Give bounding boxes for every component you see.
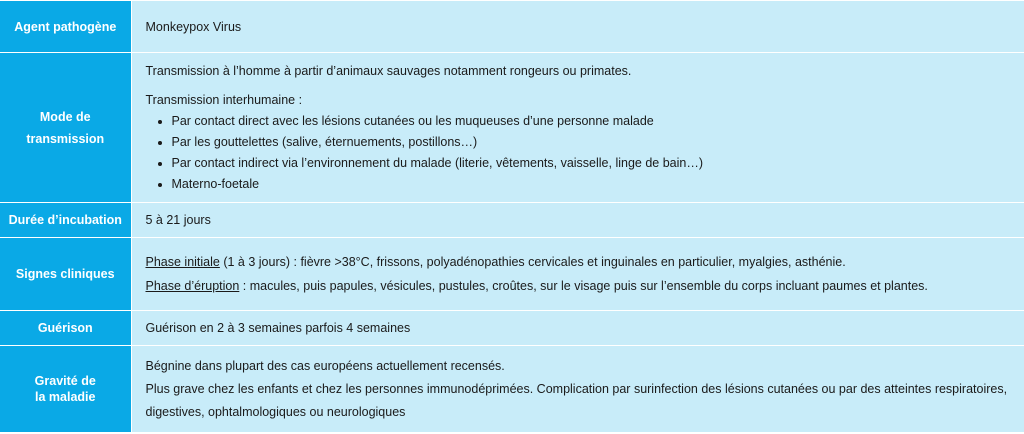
value-agent: Monkeypox Virus [131,1,1024,53]
gravite-line3: digestives, ophtalmologiques ou neurologiques [145,404,406,419]
label-mode-line1: Mode de [39,109,91,124]
phase1-title: Phase initiale [145,254,220,269]
mode-bullet-list [146,111,1024,195]
gravite-line2: Plus grave chez les enfants et chez les personnes immunodéprimées. Complication par surinfection des lésions cutanées ou par des atteintes respiratoires, [145,381,1008,396]
label-mode [0,53,131,203]
row-agent [0,1,1024,53]
signes-phase1 [146,252,1024,273]
value-guerison: Guérison en 2 à 3 semaines parfois 4 semaines [131,311,1024,346]
value-signes [131,238,1024,311]
mode-intro: Transmission à l’homme à partir d’animaux sauvages notamment rongeurs ou primates. [145,63,632,78]
label-agent: Agent pathogène [0,1,131,53]
mode-human-title: Transmission interhumaine : [145,92,303,107]
mode-bullet: • Par contact indirect via l’environnement du malade (literie, vêtements, vaisselle, linge de bain…) [172,153,1024,174]
value-incubation: 5 à 21 jours [131,203,1024,238]
mode-bullet: • Par contact direct avec les lésions cutanées ou les muqueuses d’une personne malade [172,111,1024,132]
phase2-text: : macules, puis papules, vésicules, pustules, croûtes, sur le visage puis sur l’ensemble du corps incluant paumes et plantes. [239,278,928,293]
label-incubation: Durée d’incubation [0,203,131,238]
label-mode-line2: transmission [26,131,105,146]
signes-phase2 [146,276,1024,297]
row-guerison [0,311,1024,346]
mode-bullet: • Materno-foetale [172,174,1024,195]
label-gravite-line1: Gravité de [34,374,96,388]
row-incubation [0,203,1024,238]
label-guerison: Guérison [0,311,131,346]
value-gravite [131,346,1024,433]
phase2-title: Phase d’éruption [145,278,240,293]
row-signes [0,238,1024,311]
label-gravite [0,346,131,433]
row-gravite [0,346,1024,433]
label-gravite-line2: la maladie [35,390,96,404]
value-mode [131,53,1024,203]
row-mode [0,53,1024,203]
phase1-text: (1 à 3 jours) : fièvre >38°C, frissons, polyadénopathies cervicales et inguinales en particulier, myalgies, asthénie. [219,254,846,269]
label-signes: Signes cliniques [0,238,131,311]
mode-bullet: • Par les gouttelettes (salive, éternuements, postillons…) [172,132,1024,153]
gravite-line1: Bégnine dans plupart des cas européens actuellement recensés. [145,358,505,373]
